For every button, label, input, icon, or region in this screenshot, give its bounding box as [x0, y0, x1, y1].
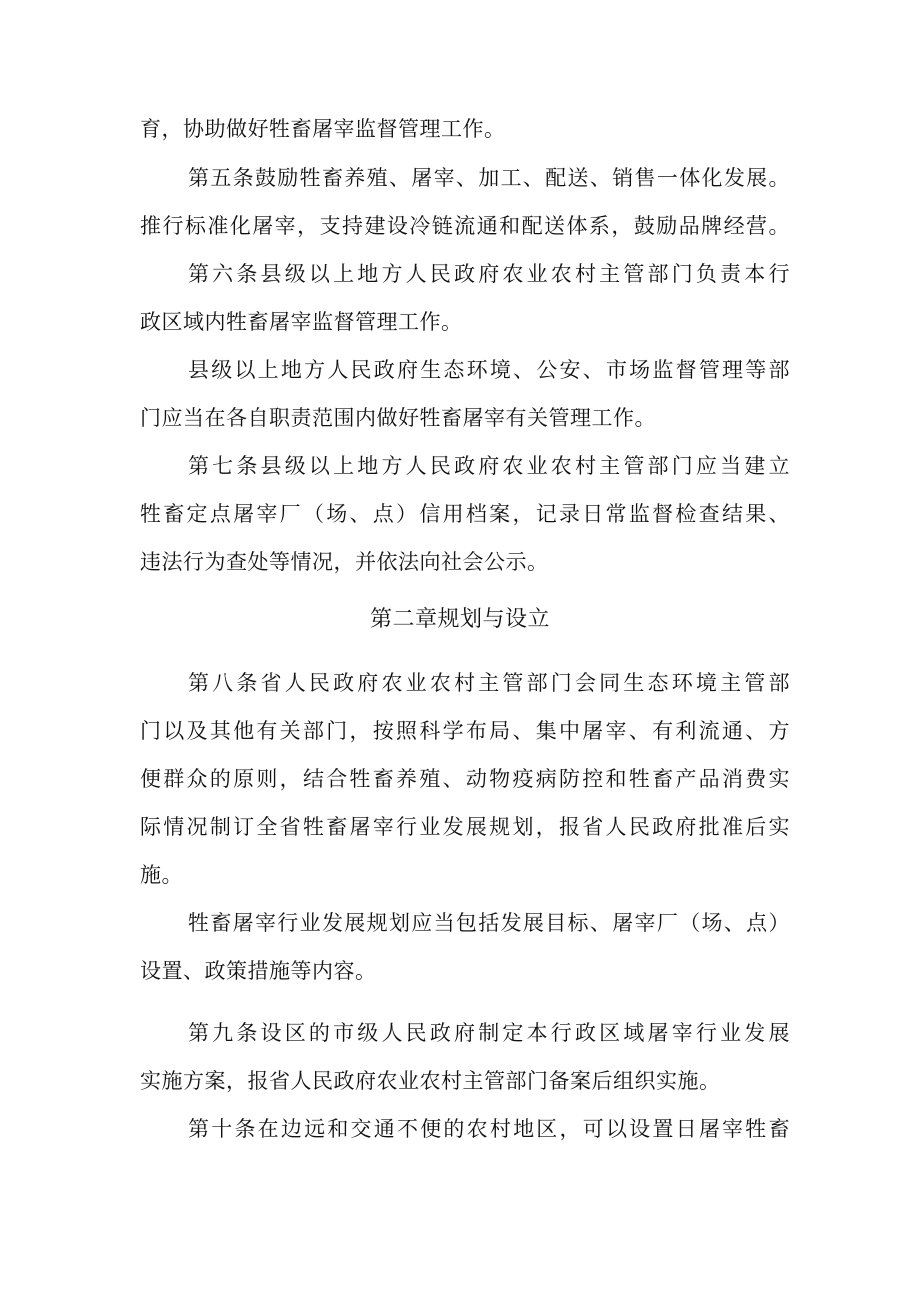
text-line: 育，协助做好牲畜屠宰监督管理工作。 — [140, 117, 506, 141]
text-line: 门以及其他有关部门，按照科学布局、集中屠宰、有利流通、方 — [140, 719, 790, 743]
text-line: 第十条在边远和交通不便的农村地区，可以设置日屠宰牲畜 — [188, 1117, 790, 1141]
text-line: 第九条设区的市级人民政府制定本行政区域屠宰行业发展 — [188, 1021, 790, 1045]
text-line: 际情况制订全省牲畜屠宰行业发展规划，报省人民政府批准后实 — [140, 815, 790, 839]
text-line: 门应当在各自职责范围内做好牲畜屠宰有关管理工作。 — [140, 406, 656, 430]
text-line: 牲畜屠宰行业发展规划应当包括发展目标、屠宰厂（场、点） — [188, 911, 790, 935]
text-line: 实施方案，报省人民政府农业农村主管部门备案后组织实施。 — [140, 1069, 721, 1093]
text-line: 违法行为查处等情况，并依法向社会公示。 — [140, 550, 549, 574]
text-line: 牲畜定点屠宰厂（场、点）信用档案，记录日常监督检查结果、 — [140, 502, 790, 526]
text-line: 政区域内牲畜屠宰监督管理工作。 — [140, 310, 463, 334]
text-line: 便群众的原则，结合牲畜养殖、动物疫病防控和牲畜产品消费实 — [140, 767, 790, 791]
text-line: 第八条省人民政府农业农村主管部门会同生态环境主管部 — [188, 671, 790, 695]
text-line: 施。 — [140, 863, 183, 887]
chapter-heading: 第二章规划与设立 — [369, 607, 550, 632]
text-line: 县级以上地方人民政府生态环境、公安、市场监督管理等部 — [188, 358, 790, 382]
text-line: 设置、政策措施等内容。 — [140, 959, 377, 983]
text-line: 推行标准化屠宰，支持建设冷链流通和配送体系，鼓励品牌经营。 — [140, 214, 790, 238]
text-line: 第六条县级以上地方人民政府农业农村主管部门负责本行 — [188, 262, 790, 286]
text-line: 第五条鼓励牲畜养殖、屠宰、加工、配送、销售一体化发展。 — [188, 166, 790, 190]
text-line: 第七条县级以上地方人民政府农业农村主管部门应当建立 — [188, 454, 790, 478]
